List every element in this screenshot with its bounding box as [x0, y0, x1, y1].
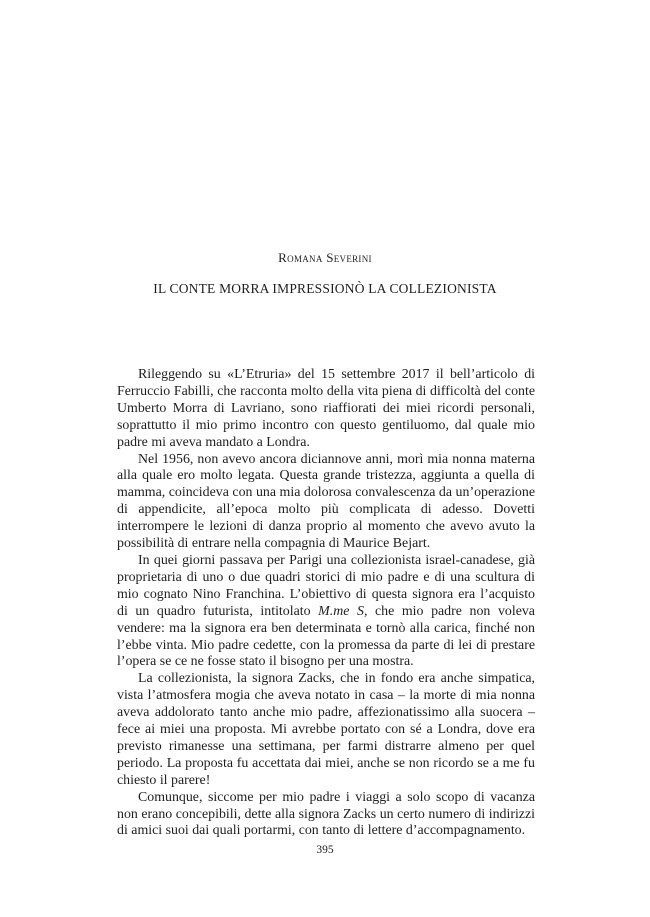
- paragraph-3: [117, 553, 535, 671]
- article-title: IL CONTE MORRA IMPRESSIONÒ LA COLLEZIONISTA: [153, 281, 497, 296]
- author-name: Romana Severini: [278, 250, 372, 265]
- paragraph-4: La collezionista, la signora Zacks, che in fondo era anche simpatica, vista l’atmosfera mogia che aveva notato in casa – la morte di mia nonna aveva addolorato tanto anche mio padre, affezionatissimo alla suocera – fece ai miei una proposta. Mi avrebbe portato con sé a Londra, dove era previsto rimanesse una settimana, per farmi distrarre almeno per quel periodo. La proposta fu accettata dai miei, anche se non ricordo se a me fu chiesto il parere!: [117, 671, 535, 788]
- page-number: 395: [316, 844, 334, 856]
- artwork-title: M.me S: [318, 603, 364, 619]
- paragraph-5: Comunque, siccome per mio padre i viaggi a solo scopo di vacanza non erano concepibili, dette alla signora Zacks un certo numero di indirizzi di amici suoi dai quali portarmi, con tanto di lettere d’accompagnamento.: [117, 789, 535, 839]
- article-body: [117, 367, 535, 840]
- paragraph-1: Rileggendo su «L’Etruria» del 15 settembre 2017 il bell’articolo di Ferruccio Fabilli, che racconta molto della vita piena di difficoltà del conte Umberto Morra di Lavriano, sono riaffiorati dei miei ricordi personali, soprattutto il mio primo incontro con questo gentiluomo, dal quale mio padre mi aveva mandato a Londra.: [117, 367, 535, 450]
- paragraph-3-text-a: In quei giorni passava per Parigi una collezionista israel-canadese, già proprietaria di uno o due quadri storici di mio padre e di una scultura di mio cognato Nino Franchina. L’obiettivo di questa signora era l’acquisto di un quadro futurista, intitolato: [117, 552, 535, 619]
- paragraph-2: Nel 1956, non avevo ancora diciannove anni, morì mia nonna materna alla quale ero molto legata. Questa grande tristezza, aggiunta a quella di mamma, coincideva con una mia dolorosa convalescenza da un’operazione di appendicite, all’epoca molto più complicata di adesso. Dovetti interrompere le lezioni di danza proprio al momento che avevo avuto la possibilità di entrare nella compagnia di Maurice Bejart.: [117, 451, 535, 552]
- paragraph-3-text-b: , che mio padre non voleva vendere: ma la signora era ben determinata e tornò alla carica, finché non l’ebbe vinta. Mio padre cedette, con la promessa da parte di lei di prestare l’opera se ce ne fosse stato il bisogno per una mostra.: [117, 603, 535, 670]
